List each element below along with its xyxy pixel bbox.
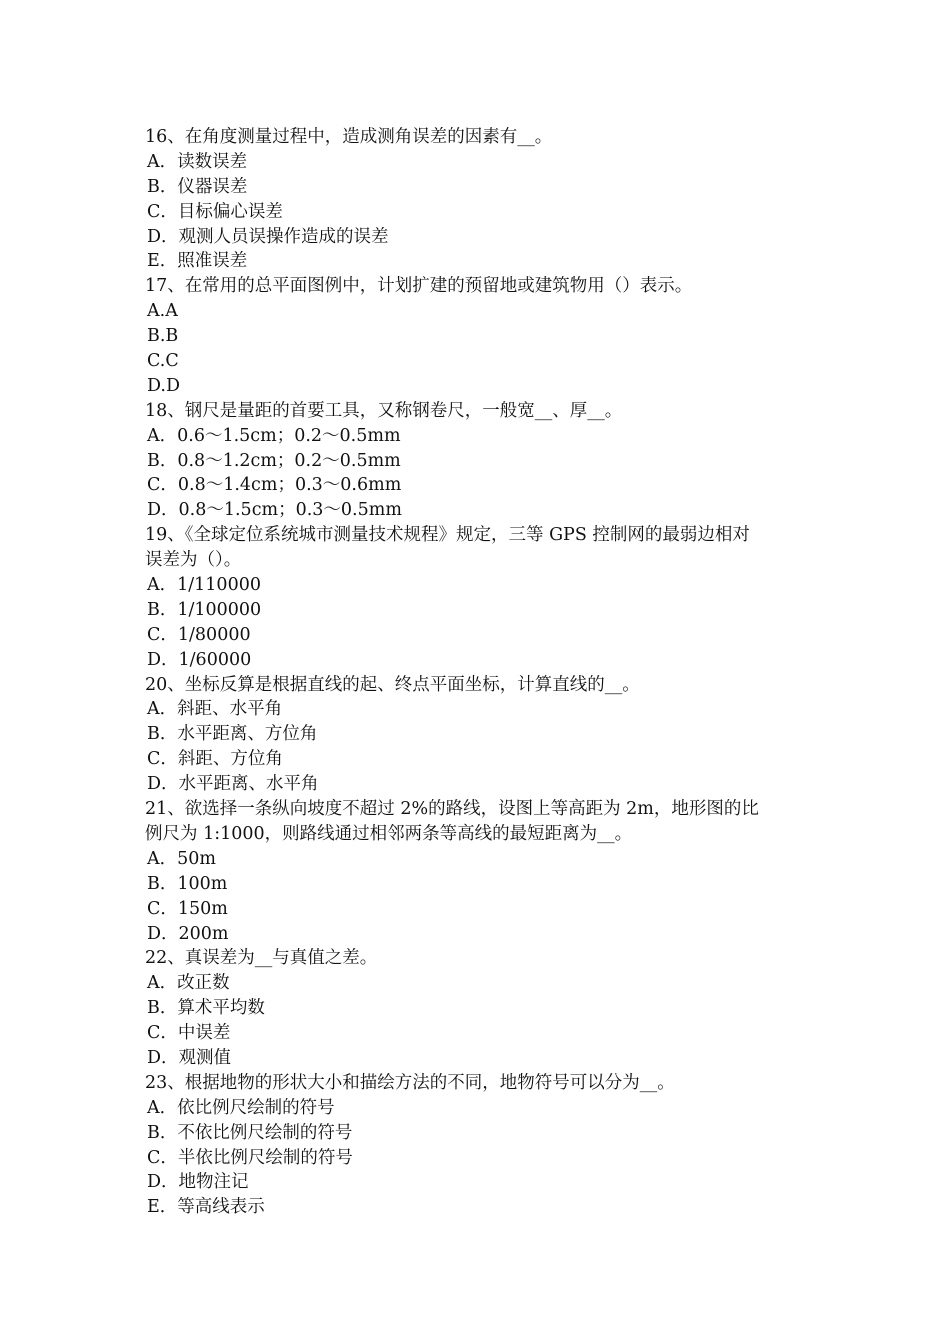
answer-option: A．0.6～1.5cm；0.2～0.5mm bbox=[147, 425, 401, 446]
answer-option: C.C bbox=[147, 351, 179, 372]
question-text: 19、《全球定位系统城市测量技术规程》规定，三等 GPS 控制网的最弱边相对 bbox=[145, 525, 750, 546]
answer-option: C．目标偏心误差 bbox=[147, 201, 283, 222]
answer-option: B．水平距离、方位角 bbox=[147, 724, 318, 745]
answer-option: C．中误差 bbox=[147, 1023, 231, 1044]
question-text: 例尺为 1:1000，则路线通过相邻两条等高线的最短距离为__。 bbox=[145, 823, 633, 844]
answer-option: C．1/80000 bbox=[147, 624, 251, 645]
answer-option: D．水平距离、水平角 bbox=[147, 774, 319, 795]
answer-option: B．仪器误差 bbox=[147, 176, 248, 197]
answer-option: A．依比例尺绘制的符号 bbox=[147, 1097, 335, 1118]
answer-option: D.D bbox=[147, 375, 181, 396]
answer-option: D．0.8～1.5cm；0.3～0.5mm bbox=[147, 500, 402, 521]
answer-option: A．改正数 bbox=[147, 973, 230, 994]
question-text: 误差为（）。 bbox=[145, 550, 242, 571]
question-text: 23、根据地物的形状大小和描绘方法的不同，地物符号可以分为__。 bbox=[145, 1072, 675, 1093]
answer-option: E．等高线表示 bbox=[147, 1197, 265, 1218]
answer-option: B．0.8～1.2cm；0.2～0.5mm bbox=[147, 450, 401, 471]
answer-option: E．照准误差 bbox=[147, 251, 248, 272]
answer-option: A．读数误差 bbox=[147, 151, 248, 172]
answer-option: B．100m bbox=[147, 873, 228, 894]
answer-option: D．200m bbox=[147, 923, 229, 944]
answer-option: A．斜距、水平角 bbox=[147, 699, 283, 720]
answer-option: B．不依比例尺绘制的符号 bbox=[147, 1122, 353, 1143]
answer-option: D．观测值 bbox=[147, 1047, 232, 1068]
answer-option: C．150m bbox=[147, 898, 228, 919]
answer-option: B．算术平均数 bbox=[147, 998, 265, 1019]
document-body bbox=[145, 125, 815, 1220]
answer-option: B．1/100000 bbox=[147, 599, 262, 620]
question-text: 21、欲选择一条纵向坡度不超过 2%的路线，设图上等高距为 2m，地形图的比 bbox=[145, 799, 759, 820]
answer-option: D．观测人员误操作造成的误差 bbox=[147, 226, 389, 247]
question-text: 22、真误差为__与真值之差。 bbox=[145, 948, 378, 969]
question-text: 16、在角度测量过程中，造成测角误差的因素有__。 bbox=[145, 127, 553, 147]
question-text: 17、在常用的总平面图例中，计划扩建的预留地或建筑物用（）表示。 bbox=[145, 276, 693, 297]
answer-option: C．半依比例尺绘制的符号 bbox=[147, 1147, 353, 1168]
answer-option: B.B bbox=[147, 326, 179, 347]
answer-option: A.A bbox=[147, 301, 178, 322]
question-text: 18、钢尺是量距的首要工具，又称钢卷尺，一般宽__、厚__。 bbox=[145, 400, 623, 421]
answer-option: D．1/60000 bbox=[147, 649, 252, 670]
answer-option: A．50m bbox=[147, 848, 217, 869]
question-text: 20、坐标反算是根据直线的起、终点平面坐标，计算直线的__。 bbox=[145, 674, 640, 695]
answer-option: A．1/110000 bbox=[147, 575, 261, 596]
answer-option: C．0.8～1.4cm；0.3～0.6mm bbox=[147, 475, 402, 496]
answer-option: C．斜距、方位角 bbox=[147, 749, 283, 770]
answer-option: D．地物注记 bbox=[147, 1172, 249, 1193]
